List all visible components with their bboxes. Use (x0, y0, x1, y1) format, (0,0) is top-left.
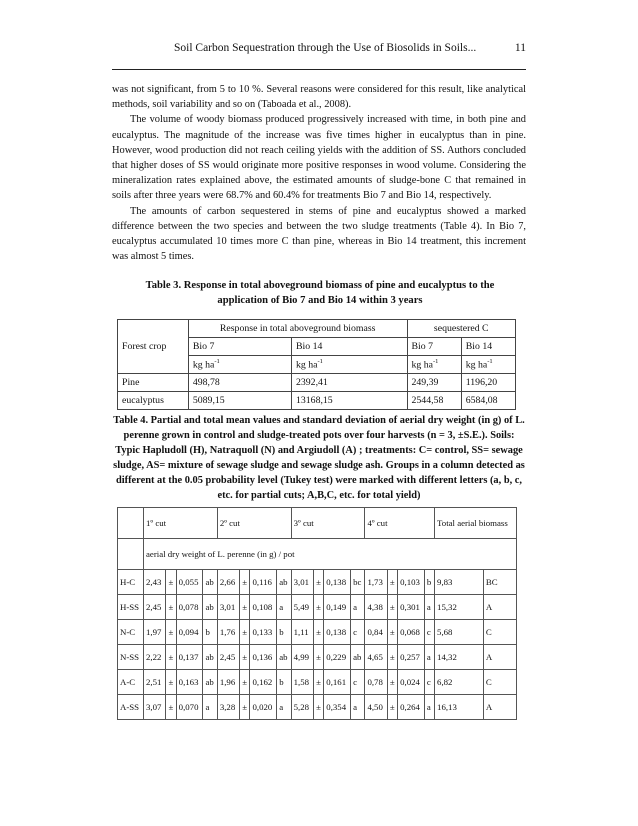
cell: 0,068 (398, 620, 425, 645)
table-row (118, 670, 517, 695)
cell: ab (203, 670, 217, 695)
cell: ab (277, 645, 291, 670)
cell: 0,354 (324, 695, 351, 720)
cell: C (483, 670, 516, 695)
cell: ab (203, 570, 217, 595)
cell: ± (166, 670, 177, 695)
cell: ab (351, 645, 365, 670)
cell: a (351, 595, 365, 620)
cell: 0,138 (324, 570, 351, 595)
cell: 3,01 (291, 570, 313, 595)
page-number: 11 (514, 42, 526, 54)
unit-cell: kg $ha^{-1}$ (461, 356, 515, 374)
header-rule (112, 69, 526, 70)
cell: b (277, 620, 291, 645)
page-header (112, 42, 526, 62)
cell: C (483, 620, 516, 645)
cell: 5089,15 (188, 392, 291, 410)
col-header-cut3: 3º cut (291, 508, 365, 539)
table-header-row (118, 508, 517, 539)
cell: 4,50 (365, 695, 387, 720)
col-header: Bio 14 (291, 338, 407, 356)
col-header-cut4: 4º cut (365, 508, 435, 539)
table-row (118, 695, 517, 720)
table4-caption: Table 4. Partial and total mean values and standard deviation of aerial dry weight (in g) of L. perenne grown in control and sludge-treated pots over four harvests (n = 3, ±S.E.). Soils: Typic Hapludoll (H), Natraquoll (N) and Argiudoll (A) ; treatments: C= control, SS= sewage sludge, AS= mixture of sewage sludge and sewage sludge ash. Groups in a column detected as different at the 0.05 probability level (Tukey test) were marked with different letters (a, b, c, etc. for partial cuts; A,B,C, etc. for total yield) (113, 415, 525, 501)
cell: b (203, 620, 217, 645)
cell: ± (313, 695, 324, 720)
cell: a (277, 695, 291, 720)
cell: 2392,41 (291, 374, 407, 392)
cell: ± (313, 620, 324, 645)
cell: ± (387, 595, 398, 620)
table-row (118, 645, 517, 670)
table3 (117, 319, 516, 410)
cell: ± (387, 670, 398, 695)
cell: ± (239, 670, 250, 695)
cell: 2,45 (217, 645, 239, 670)
cell: 249,39 (407, 374, 461, 392)
cell: ± (387, 620, 398, 645)
cell: 1,58 (291, 670, 313, 695)
table-row (118, 374, 516, 392)
cell: 0,257 (398, 645, 425, 670)
paragraph: The amounts of carbon sequestered in stems of pine and eucalyptus showed a marked difference between the two species and between the two sludge treatments (Table 4). In Bio 7, eucalyptus accumulated 10 times more C than pine, whereas in Bio 14 treatment, this increment was almost 5 times. (112, 205, 526, 263)
table-row (118, 595, 517, 620)
cell: 0,020 (250, 695, 277, 720)
cell: 3,01 (217, 595, 239, 620)
table-row (118, 620, 517, 645)
cell: 0,161 (324, 670, 351, 695)
cell: ± (387, 645, 398, 670)
cell: 0,264 (398, 695, 425, 720)
cell: ± (166, 595, 177, 620)
subheader-cell: aerial dry weight of L. perenne (in g) / pot (144, 539, 517, 570)
cell: 3,28 (217, 695, 239, 720)
cell: c (351, 670, 365, 695)
cell: 4,99 (291, 645, 313, 670)
table3-caption: Table 3. Response in total aboveground biomass of pine and eucalyptus to the application of Bio 7 and Bio 14 within 3 years (145, 280, 495, 306)
row-label: H-C (118, 570, 144, 595)
table-header-row (118, 320, 516, 338)
cell: ± (166, 570, 177, 595)
cell: 0,116 (250, 570, 277, 595)
col-header: Bio 7 (188, 338, 291, 356)
row-id-header (118, 539, 144, 570)
cell: c (351, 620, 365, 645)
cell: Pine (118, 374, 189, 392)
cell: 0,103 (398, 570, 425, 595)
cell: a (424, 695, 434, 720)
paragraph: was not significant, from 5 to 10 %. Several reasons were considered for this result, like analytical methods, soil variability and so on (Taboada et al., 2008). (112, 84, 526, 111)
row-label: A-C (118, 670, 144, 695)
cell: 0,229 (324, 645, 351, 670)
cell: 0,136 (250, 645, 277, 670)
cell: 2,43 (144, 570, 166, 595)
cell: 0,162 (250, 670, 277, 695)
cell: ± (239, 645, 250, 670)
cell: 0,149 (324, 595, 351, 620)
group-header-biomass: Response in total aboveground biomass (188, 320, 407, 338)
running-title: Soil Carbon Sequestration through the Use of Biosolids in Soils... (174, 42, 477, 54)
cell: a (351, 695, 365, 720)
cell: A (483, 595, 516, 620)
cell: ± (387, 570, 398, 595)
cell: BC (483, 570, 516, 595)
cell: ± (239, 570, 250, 595)
col-header-forest-crop: Forest crop (118, 320, 189, 374)
cell: A (483, 645, 516, 670)
cell: ab (277, 570, 291, 595)
col-header: Bio 14 (461, 338, 515, 356)
row-label: A-SS (118, 695, 144, 720)
cell: A (483, 695, 516, 720)
cell: 1,11 (291, 620, 313, 645)
cell: 0,108 (250, 595, 277, 620)
cell: ± (313, 670, 324, 695)
row-id-header (118, 508, 144, 539)
table-subheader-row (118, 539, 517, 570)
cell: 14,32 (435, 645, 484, 670)
cell: 0,070 (176, 695, 203, 720)
cell: 6,82 (435, 670, 484, 695)
col-header-cut1: 1º cut (144, 508, 218, 539)
cell: ± (313, 645, 324, 670)
cell: ± (239, 595, 250, 620)
col-header: Bio 7 (407, 338, 461, 356)
cell: 15,32 (435, 595, 484, 620)
cell: 2,22 (144, 645, 166, 670)
cell: 1,73 (365, 570, 387, 595)
cell: 3,07 (144, 695, 166, 720)
group-header-carbon: sequestered C (407, 320, 516, 338)
cell: c (424, 620, 434, 645)
cell: ± (387, 695, 398, 720)
cell: 5,68 (435, 620, 484, 645)
cell: 5,49 (291, 595, 313, 620)
cell: 6584,08 (461, 392, 515, 410)
cell: 9,83 (435, 570, 484, 595)
cell: ± (313, 570, 324, 595)
row-label: N-SS (118, 645, 144, 670)
cell: ± (239, 620, 250, 645)
cell: bc (351, 570, 365, 595)
cell: 2544,58 (407, 392, 461, 410)
paragraph: The volume of woody biomass produced progressively increased with time, in both pine and eucalyptus. The magnitude of the increase was five times higher in eucalyptus than in pine. However, wood production did not reach ceiling yields with the addition of SS. Authors concluded that higher doses of SS would originate more positive responses in wood volume. Considering the mineralization rates explained above, the estimated amounts of sludge-bone C that remained in soils after three years were 68.7% and 60.4% for treatments Bio 7 and Bio 14, respectively. (112, 114, 526, 202)
unit-cell: kg $ha^{-1}$ (407, 356, 461, 374)
cell: 498,78 (188, 374, 291, 392)
cell: b (277, 670, 291, 695)
cell: 0,138 (324, 620, 351, 645)
cell: 4,38 (365, 595, 387, 620)
col-header-cut2: 2º cut (217, 508, 291, 539)
table-row (118, 392, 516, 410)
cell: ab (203, 645, 217, 670)
cell: 13168,15 (291, 392, 407, 410)
unit-cell: kg $ha^{-1}$ (291, 356, 407, 374)
cell: ± (313, 595, 324, 620)
cell: 0,024 (398, 670, 425, 695)
table-row (118, 570, 517, 595)
cell: 2,45 (144, 595, 166, 620)
cell: a (277, 595, 291, 620)
cell: 0,301 (398, 595, 425, 620)
cell: c (424, 670, 434, 695)
unit-cell: kg $ha^{-1}$ (188, 356, 291, 374)
cell: b (424, 570, 434, 595)
cell: 0,78 (365, 670, 387, 695)
row-label: N-C (118, 620, 144, 645)
cell: 0,094 (176, 620, 203, 645)
cell: 0,137 (176, 645, 203, 670)
cell: ± (239, 695, 250, 720)
cell: 16,13 (435, 695, 484, 720)
cell: a (424, 595, 434, 620)
row-label: H-SS (118, 595, 144, 620)
cell: 0,133 (250, 620, 277, 645)
cell: 0,163 (176, 670, 203, 695)
body-text (112, 82, 526, 264)
cell: 0,055 (176, 570, 203, 595)
cell: 1,76 (217, 620, 239, 645)
cell: 2,66 (217, 570, 239, 595)
table4 (117, 507, 517, 720)
col-header-total: Total aerial biomass (435, 508, 517, 539)
cell: a (203, 695, 217, 720)
cell: 2,51 (144, 670, 166, 695)
cell: 1,97 (144, 620, 166, 645)
cell: a (424, 645, 434, 670)
cell: 1196,20 (461, 374, 515, 392)
cell: ab (203, 595, 217, 620)
cell: ± (166, 695, 177, 720)
cell: 4,65 (365, 645, 387, 670)
cell: 1,96 (217, 670, 239, 695)
cell: 5,28 (291, 695, 313, 720)
cell: ± (166, 620, 177, 645)
cell: ± (166, 645, 177, 670)
cell: 0,078 (176, 595, 203, 620)
cell: eucalyptus (118, 392, 189, 410)
cell: 0,84 (365, 620, 387, 645)
